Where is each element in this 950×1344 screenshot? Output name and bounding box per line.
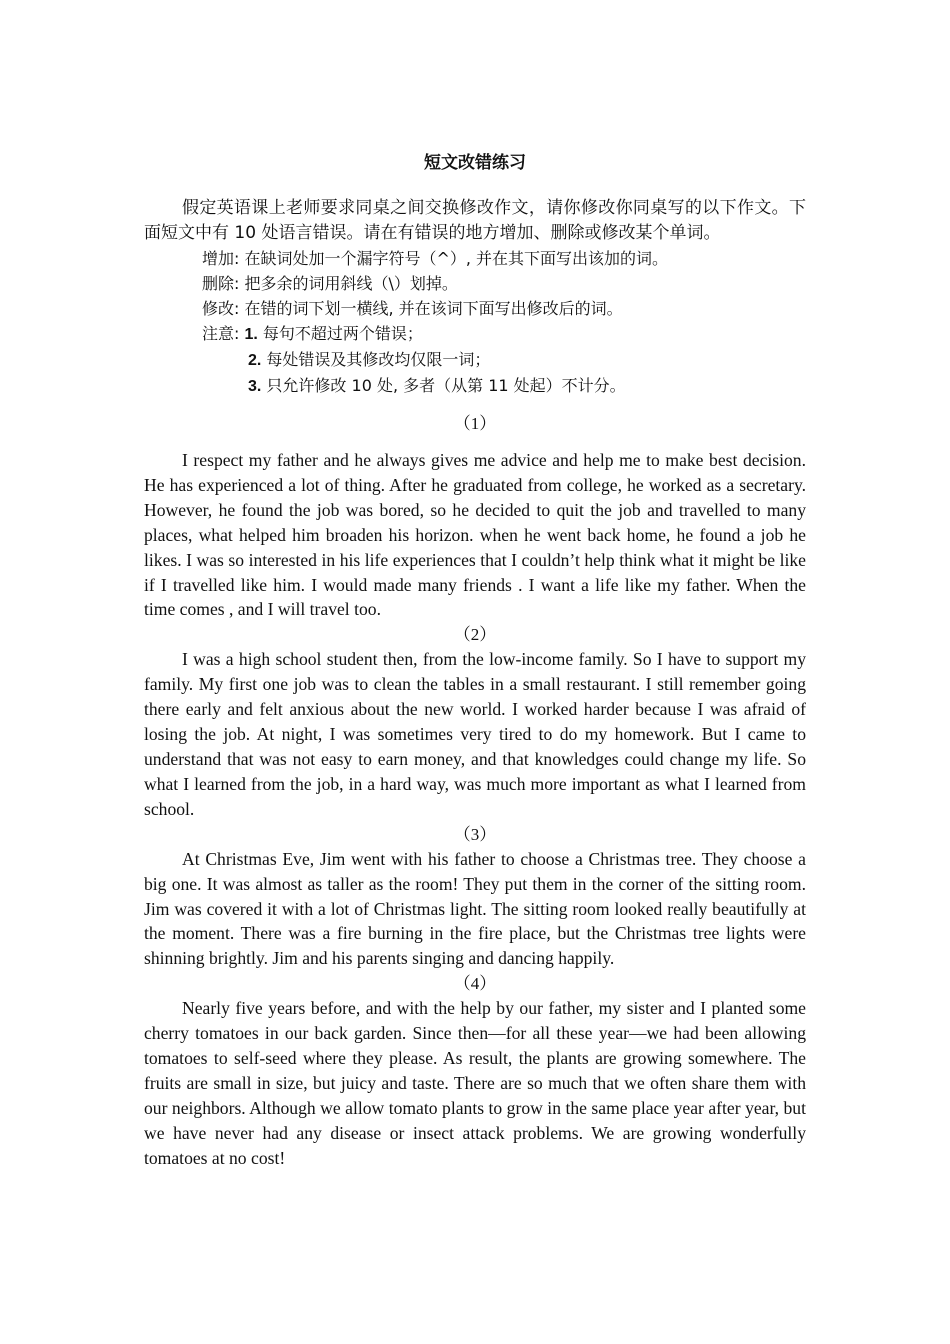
note-label: 注意:	[202, 324, 245, 343]
note-2-text: 每处错误及其修改均仅限一词；	[261, 350, 491, 369]
rule-modify: 修改: 在错的词下划一横线, 并在该词下面写出修改后的词。	[202, 299, 623, 318]
rule-add: 增加: 在缺词处加一个漏字符号（^）, 并在其下面写出该加的词。	[202, 249, 669, 268]
passage-text: Nearly five years before, and with the help by our father, my sister and I planted some cherry tomatoes in our back garden. Since then—for all these year—we had been allowing tomatoes to self-seed where they please. As result, the plants are growing somewhere. The fruits are small in size, but juicy and taste. There are so much that we often share them with our neighbors. Although we allow tomato plants to grow in the same place year after year, but we have never had any disease or insect attack problems. We are growing wonderfully tomatoes at no cost!	[144, 998, 806, 1168]
document-title: 短文改错练习	[424, 153, 526, 173]
rule-delete: 删除: 把多余的词用斜线（\）划掉。	[202, 274, 458, 293]
passage-text: I was a high school student then, from the low-income family. So I have to support my family. My first one job was to clean the tables in a small restaurant. I still remember going there early and felt anxious about the new world. I worked harder because I was afraid of losing the job. At night, I was sometimes very tired to do my homework. But I came to understand that was not easy to earn money, and that knowledges could change my life. So what I learned from the job, in a hard way, was much more important as what I learned from school.	[144, 649, 806, 819]
rule-note-3	[144, 373, 806, 399]
note-2-number: 2.	[248, 352, 262, 369]
note-1-number: 1.	[244, 326, 258, 343]
note-1-text: 每句不超过两个错误；	[257, 324, 423, 343]
marking-rules	[144, 246, 806, 399]
passage-number: （1）	[453, 414, 497, 433]
instructions-paragraph: 假定英语课上老师要求同桌之间交换修改作文，请你修改你同桌写的以下作文。下面短文中有 10 处语言错误。请在有错误的地方增加、删除或修改某个单词。	[144, 198, 806, 243]
document-page	[144, 150, 806, 1171]
passage-text: I respect my father and he always gives me advice and help me to make best decision. He has experienced a lot of thing. After he graduated from college, he worked as a secretary. However, he found the job was bored, so he decided to quit the job and travelled to many places, what helped him broaden his horizon. when he went back home, he found a job he likes. I was so interested in his life experiences that I couldn’t help think what it might be like if I travelled like him. I would made many friends . I want a life like my father. When the time comes , and I will travel too.	[144, 450, 806, 620]
rule-note-2	[144, 347, 806, 373]
note-3-number: 3.	[248, 378, 262, 395]
note-3-text: 只允许修改 10 处, 多者（从第 11 处起）不计分。	[261, 376, 626, 395]
passage-number: （4）	[453, 974, 497, 994]
passage-number: （2）	[453, 625, 497, 645]
passage-text: At Christmas Eve, Jim went with his father to choose a Christmas tree. They choose a big one. It was almost as taller as the room! They put them in the corner of the sitting room. Jim was covered it with a lot of Christmas light. The sitting room looked really beautifully at the moment. There was a fire burning in the fire place, but the Christmas tree lights were shinning brightly. Jim and his parents singing and dancing happily.	[144, 848, 806, 969]
passage-number: （3）	[453, 824, 497, 844]
rule-note-1	[144, 321, 806, 347]
